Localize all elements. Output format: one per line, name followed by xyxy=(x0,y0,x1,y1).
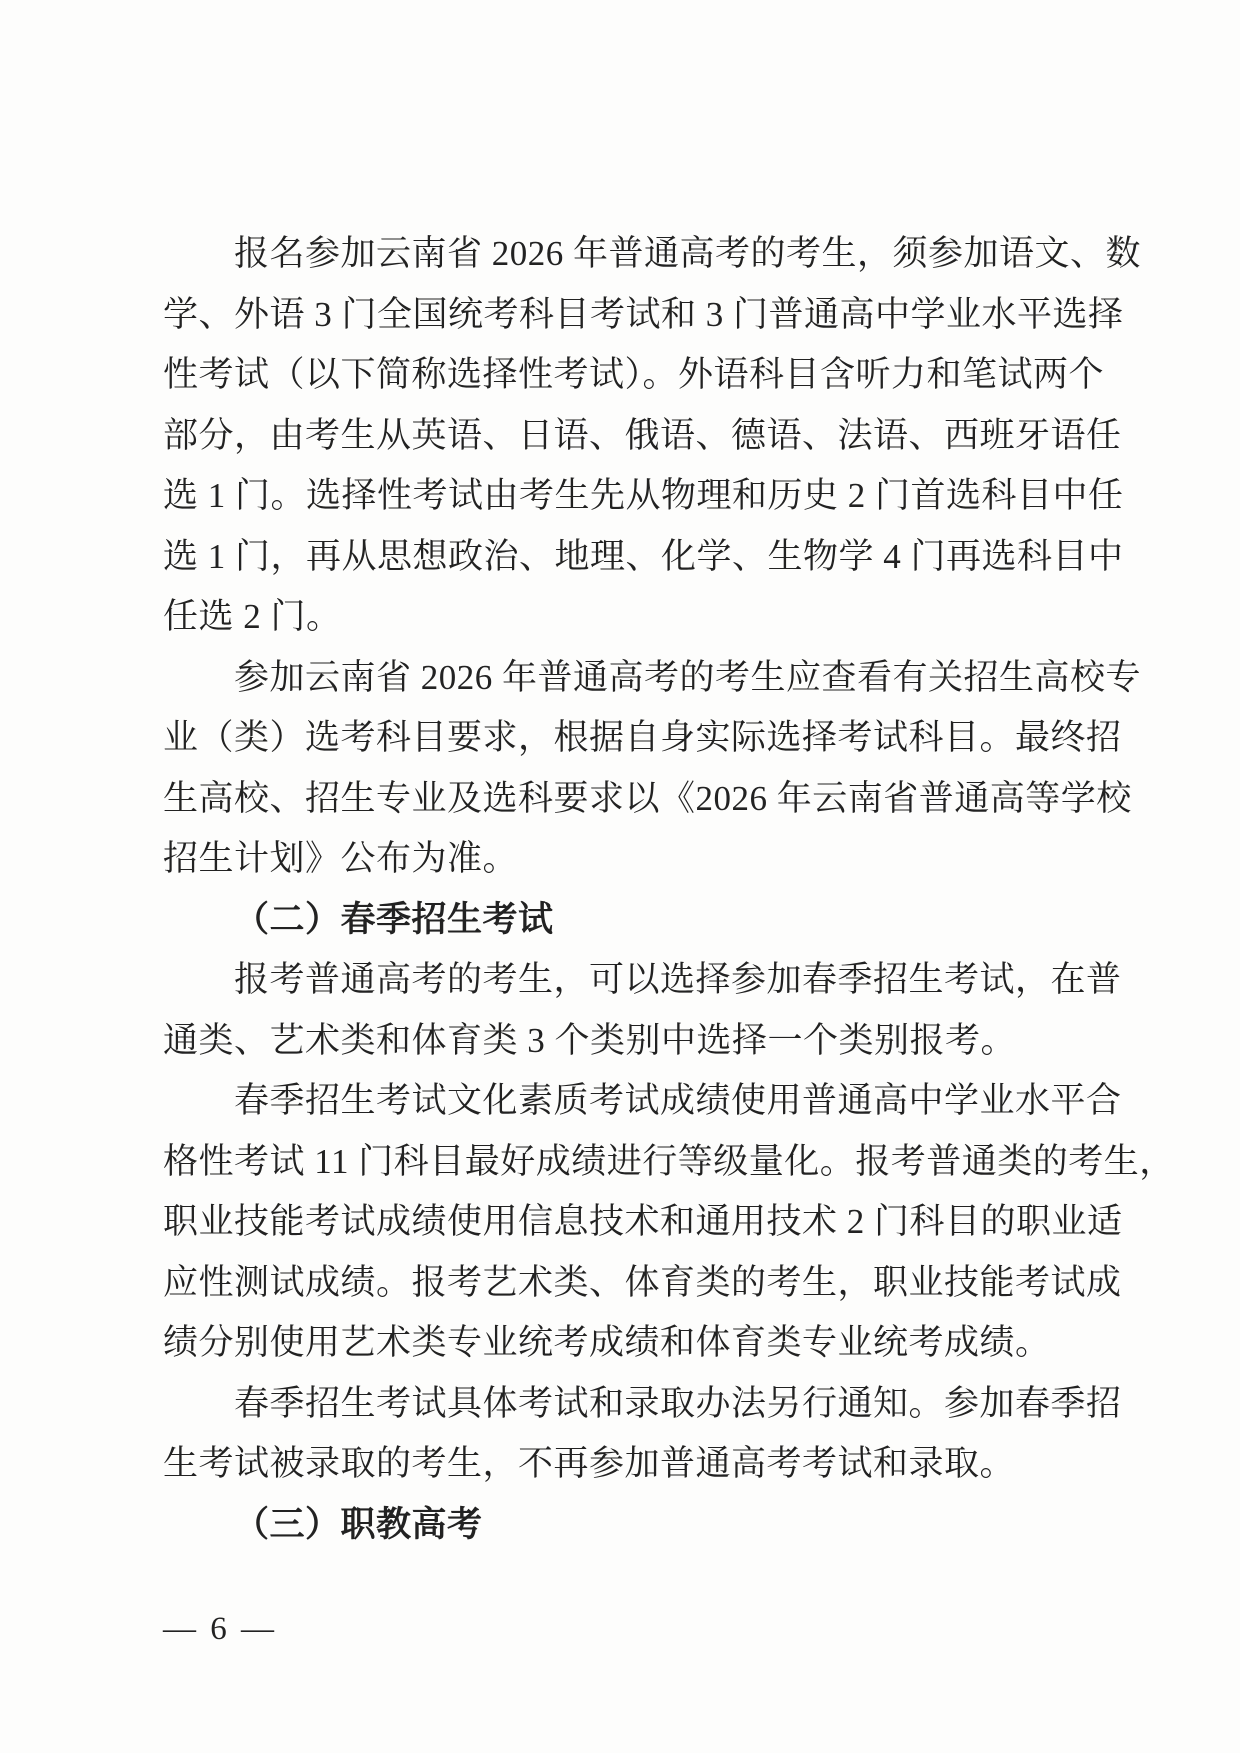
section-heading xyxy=(163,890,1075,951)
text-line: 春季招生考试具体考试和录取办法另行通知。参加春季招 xyxy=(234,1383,1122,1423)
paragraph xyxy=(163,950,1122,1071)
text-line: 应性测试成绩。报考艺术类、体育类的考生，职业技能考试成 xyxy=(163,1262,1122,1302)
text-line: 生考试被录取的考生，不再参加普通高考考试和录取。 xyxy=(163,1444,1016,1483)
text-line: 格性考试 11 门科目最好成绩进行等级量化。报考普通类的考生， xyxy=(163,1141,1175,1181)
text-line: 部分，由考生从英语、日语、俄语、德语、法语、西班牙语任 xyxy=(163,415,1122,455)
text-line: 选 1 门。选择性考试由考生先从物理和历史 2 门首选科目中任 xyxy=(163,476,1124,515)
text-line: 绩分别使用艺术类专业统考成绩和体育类专业统考成绩。 xyxy=(163,1323,1051,1362)
text-line: 性考试（以下简称选择性考试）。外语科目含听力和笔试两个 xyxy=(163,355,1105,394)
page-number: — 6 — xyxy=(163,1611,277,1647)
text-line: 报名参加云南省 2026 年普通高考的考生，须参加语文、数 xyxy=(234,234,1142,273)
paragraph xyxy=(163,1071,1175,1374)
text-line: 业（类）选考科目要求，根据自身实际选择考试科目。最终招 xyxy=(163,718,1122,757)
text-line: 招生计划》公布为准。 xyxy=(163,839,519,878)
paragraph xyxy=(163,648,1142,890)
heading-line: （二）春季招生考试 xyxy=(234,899,554,939)
heading-line: （三）职教高考 xyxy=(234,1504,483,1544)
text-line: 报考普通高考的考生，可以选择参加春季招生考试，在普 xyxy=(234,960,1122,999)
paragraph xyxy=(163,1374,1122,1495)
text-line: 任选 2 门。 xyxy=(163,597,342,636)
text-line: 选 1 门，再从思想政治、地理、化学、生物学 4 门再选科目中 xyxy=(163,536,1124,576)
document-body xyxy=(163,224,1175,1555)
paragraph xyxy=(163,224,1142,648)
text-line: 参加云南省 2026 年普通高考的考生应查看有关招生高校专 xyxy=(234,657,1142,697)
text-line: 学、外语 3 门全国统考科目考试和 3 门普通高中学业水平选择 xyxy=(163,294,1124,334)
text-line: 生高校、招生专业及选科要求以《2026 年云南省普通高等学校 xyxy=(163,778,1132,818)
text-line: 春季招生考试文化素质考试成绩使用普通高中学业水平合 xyxy=(234,1081,1122,1120)
text-line: 职业技能考试成绩使用信息技术和通用技术 2 门科目的职业适 xyxy=(163,1202,1123,1241)
text-line: 通类、艺术类和体育类 3 个类别中选择一个类别报考。 xyxy=(163,1020,1017,1060)
section-heading xyxy=(163,1495,1075,1556)
